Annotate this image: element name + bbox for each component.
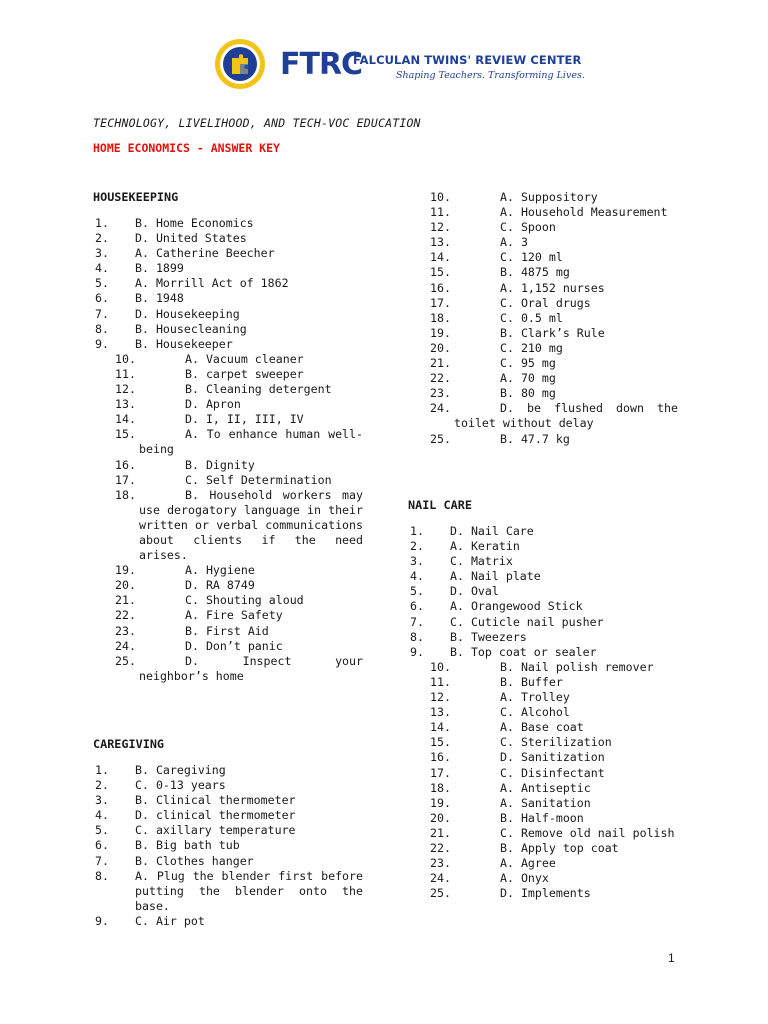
answer-text: B. 47.7 kg <box>500 431 570 446</box>
answer-text: A. Sanitation <box>500 795 591 810</box>
answer-item <box>93 322 363 337</box>
answer-item <box>408 645 678 660</box>
answer-text: A. Vacuum cleaner <box>185 351 304 366</box>
answer-item <box>408 886 678 901</box>
answer-item <box>408 235 678 250</box>
answer-number: 15. <box>430 735 451 750</box>
answer-item <box>93 291 363 306</box>
answer-number: 21. <box>430 356 451 371</box>
answer-number: 22. <box>430 371 451 386</box>
answer-text: D. I, II, III, IV <box>185 412 304 427</box>
ftrc-header-logo <box>214 38 594 90</box>
answer-item <box>408 524 678 539</box>
answer-number: 8. <box>95 868 109 883</box>
answer-number: 7. <box>95 306 109 321</box>
answer-item <box>408 386 678 401</box>
answer-number: 24. <box>430 871 451 886</box>
answer-text: C. 120 ml <box>500 250 563 265</box>
answer-number: 3. <box>95 246 109 261</box>
answer-item <box>93 763 363 778</box>
answer-item <box>93 458 363 473</box>
answer-text: A. Agree <box>500 856 556 871</box>
answer-item <box>93 869 363 914</box>
answer-item <box>408 690 678 705</box>
answer-text: C. Alcohol <box>500 705 570 720</box>
answer-number: 2. <box>95 778 109 793</box>
answer-text: A. Keratin <box>450 539 520 554</box>
answer-number: 11. <box>430 674 451 689</box>
answer-item <box>93 793 363 808</box>
answer-text: C. Oral drugs <box>500 295 591 310</box>
answer-text: A. To enhance human well-being <box>139 427 363 457</box>
answer-item <box>93 427 363 457</box>
answer-text: B. 80 mg <box>500 386 556 401</box>
answer-item <box>408 584 678 599</box>
answer-item <box>408 826 678 841</box>
answer-item <box>93 823 363 838</box>
answer-item <box>93 216 363 231</box>
answer-item <box>408 735 678 750</box>
answer-text: A. Suppository <box>500 190 598 204</box>
answer-number: 12. <box>115 382 136 397</box>
answer-number: 1. <box>95 763 109 777</box>
answer-item <box>93 352 363 367</box>
answer-item <box>408 569 678 584</box>
answer-text: A. Hygiene <box>185 563 255 578</box>
answer-item <box>408 356 678 371</box>
answer-item <box>93 914 363 929</box>
brand-acronym: FTRC <box>280 47 363 82</box>
answer-number: 7. <box>410 614 424 629</box>
answer-item <box>408 599 678 614</box>
answer-number: 4. <box>95 261 109 276</box>
answer-number: 20. <box>430 810 451 825</box>
answer-number: 21. <box>115 593 136 608</box>
answer-number: 5. <box>410 584 424 599</box>
answer-number: 3. <box>95 793 109 808</box>
answer-text: C. Air pot <box>135 913 205 928</box>
answer-number: 9. <box>410 644 424 659</box>
answer-item <box>93 246 363 261</box>
answer-text: B. Half-moon <box>500 810 584 825</box>
answer-text: B. Caregiving <box>135 763 226 777</box>
answer-text: C. 0.5 ml <box>500 310 563 325</box>
answer-number: 18. <box>430 780 451 795</box>
answer-item <box>93 578 363 593</box>
answer-number: 25. <box>430 886 451 901</box>
answer-number: 4. <box>95 808 109 823</box>
answer-number: 24. <box>115 638 136 653</box>
answer-text: D. Apron <box>185 397 241 412</box>
answer-number: 25. <box>430 431 451 446</box>
answer-text: B. Housecleaning <box>135 321 247 336</box>
answer-item <box>408 841 678 856</box>
answer-item <box>408 265 678 280</box>
nail-care-list <box>408 524 678 901</box>
brand-name: FALCULAN TWINS' REVIEW CENTER <box>353 53 582 67</box>
answer-text: A. Onyx <box>500 871 549 886</box>
answer-number: 16. <box>115 457 136 472</box>
answer-text: B. Clinical thermometer <box>135 793 296 808</box>
answer-item <box>93 639 363 654</box>
answer-number: 14. <box>430 720 451 735</box>
answer-item <box>408 539 678 554</box>
answer-text: B. Clothes hanger <box>135 853 254 868</box>
answer-text: B. carpet sweeper <box>185 366 304 381</box>
answer-item <box>408 615 678 630</box>
answer-item <box>93 397 363 412</box>
answer-text: C. Spoon <box>500 220 556 235</box>
answer-item <box>408 811 678 826</box>
answer-item <box>408 190 678 205</box>
answer-text: A. Base coat <box>500 720 584 735</box>
answer-item <box>93 276 363 291</box>
answer-number: 23. <box>430 386 451 401</box>
document-title: HOME ECONOMICS - ANSWER KEY <box>93 141 280 155</box>
answer-number: 1. <box>410 524 424 538</box>
answer-number: 20. <box>430 340 451 355</box>
answer-text: B. Household workers may use derogatory language in their written or verbal communications about clients if the need arises. <box>139 487 363 563</box>
answer-item <box>408 781 678 796</box>
caregiving-list-part-2 <box>408 190 678 447</box>
answer-item <box>408 205 678 220</box>
answer-text: D. clinical thermometer <box>135 808 296 823</box>
answer-text: C. Matrix <box>450 554 513 569</box>
answer-item <box>93 231 363 246</box>
answer-item <box>93 382 363 397</box>
answer-text: A. Household Measurement <box>500 205 668 220</box>
answer-text: C. Disinfectant <box>500 765 605 780</box>
answer-number: 12. <box>430 690 451 705</box>
answer-number: 25. <box>115 653 136 668</box>
answer-item <box>93 854 363 869</box>
answer-item <box>408 311 678 326</box>
answer-item <box>93 412 363 427</box>
answer-number: 11. <box>430 205 451 220</box>
answer-item <box>93 808 363 823</box>
answer-text: D. be flushed down the toilet without delay <box>454 401 678 431</box>
answer-item <box>408 371 678 386</box>
answer-item <box>408 630 678 645</box>
answer-text: C. 210 mg <box>500 340 563 355</box>
answer-number: 23. <box>115 623 136 638</box>
answer-item <box>93 563 363 578</box>
answer-text: D. United States <box>135 231 247 246</box>
answer-text: B. Buffer <box>500 674 563 689</box>
answer-number: 15. <box>115 427 136 442</box>
answer-text: B. Top coat or sealer <box>450 644 597 659</box>
answer-item <box>93 488 363 563</box>
answer-text: A. Morrill Act of 1862 <box>135 276 289 291</box>
answer-item <box>93 778 363 793</box>
answer-text: A. 70 mg <box>500 371 556 386</box>
answer-number: 1. <box>95 216 109 230</box>
answer-number: 16. <box>430 280 451 295</box>
answer-item <box>408 432 678 447</box>
answer-text: B. 4875 mg <box>500 265 570 280</box>
answer-text: C. Sterilization <box>500 735 612 750</box>
answer-text: D. Don’t panic <box>185 638 283 653</box>
answer-text: A. Catherine Beecher <box>135 246 275 261</box>
answer-item <box>408 766 678 781</box>
answer-number: 13. <box>430 235 451 250</box>
answer-text: D. Implements <box>500 886 591 901</box>
answer-text: C. axillary temperature <box>135 823 296 838</box>
answer-item <box>408 220 678 235</box>
answer-item <box>93 307 363 322</box>
answer-number: 22. <box>430 840 451 855</box>
answer-number: 18. <box>115 487 136 502</box>
answer-item <box>408 660 678 675</box>
answer-number: 18. <box>430 310 451 325</box>
answer-number: 17. <box>430 295 451 310</box>
section-title-nail-care: NAIL CARE <box>408 498 472 512</box>
answer-text: B. Dignity <box>185 457 255 472</box>
answer-number: 10. <box>430 659 451 674</box>
answer-text: B. 1948 <box>135 291 184 306</box>
answer-number: 9. <box>95 336 109 351</box>
answer-number: 12. <box>430 220 451 235</box>
answer-text: A. Plug the blender first before putting the blender onto the base. <box>135 868 363 913</box>
answer-text: D. RA 8749 <box>185 578 255 593</box>
answer-item <box>408 401 678 431</box>
answer-text: A. Antiseptic <box>500 780 591 795</box>
answer-text: A. Fire Safety <box>185 608 283 623</box>
answer-item <box>93 593 363 608</box>
answer-text: B. Tweezers <box>450 629 527 644</box>
answer-text: D. Nail Care <box>450 524 534 538</box>
answer-item <box>408 705 678 720</box>
answer-number: 9. <box>95 913 109 928</box>
answer-text: A. 1,152 nurses <box>500 280 605 295</box>
answer-text: B. Clark’s Rule <box>500 325 605 340</box>
answer-text: C. Self Determination <box>185 472 332 487</box>
answer-text: D. Inspect your neighbor’s home <box>139 653 363 683</box>
answer-number: 14. <box>430 250 451 265</box>
answer-number: 6. <box>95 291 109 306</box>
page-number: 1 <box>668 951 675 965</box>
answer-number: 7. <box>95 853 109 868</box>
caregiving-list-part-1 <box>93 763 363 929</box>
answer-text: C. 95 mg <box>500 356 556 371</box>
answer-item <box>93 367 363 382</box>
answer-text: C. Shouting aloud <box>185 593 304 608</box>
subject-heading: TECHNOLOGY, LIVELIHOOD, AND TECH-VOC EDUCATION <box>93 116 421 130</box>
answer-item <box>408 554 678 569</box>
answer-item <box>93 624 363 639</box>
answer-number: 22. <box>115 608 136 623</box>
answer-text: D. Sanitization <box>500 750 605 765</box>
answer-number: 19. <box>115 563 136 578</box>
answer-text: B. Apply top coat <box>500 840 619 855</box>
answer-item <box>408 326 678 341</box>
answer-text: C. Remove old nail polish <box>500 825 675 840</box>
answer-item <box>408 720 678 735</box>
answer-number: 5. <box>95 276 109 291</box>
answer-number: 6. <box>410 599 424 614</box>
answer-number: 15. <box>430 265 451 280</box>
answer-number: 13. <box>430 705 451 720</box>
answer-item <box>408 796 678 811</box>
answer-number: 17. <box>115 472 136 487</box>
answer-text: A. Orangewood Stick <box>450 599 583 614</box>
answer-number: 14. <box>115 412 136 427</box>
housekeeping-list <box>93 216 363 684</box>
answer-number: 5. <box>95 823 109 838</box>
answer-item <box>93 473 363 488</box>
answer-number: 13. <box>115 397 136 412</box>
section-title-housekeeping: HOUSEKEEPING <box>93 190 179 204</box>
answer-item <box>408 281 678 296</box>
answer-text: B. Home Economics <box>135 216 254 230</box>
answer-text: D. Oval <box>450 584 499 599</box>
answer-number: 19. <box>430 795 451 810</box>
answer-number: 20. <box>115 578 136 593</box>
answer-text: C. 0-13 years <box>135 778 226 793</box>
answer-number: 19. <box>430 325 451 340</box>
answer-number: 2. <box>95 231 109 246</box>
answer-text: A. Nail plate <box>450 569 541 584</box>
answer-item <box>408 871 678 886</box>
answer-item <box>408 750 678 765</box>
answer-number: 6. <box>95 838 109 853</box>
answer-item <box>93 261 363 276</box>
answer-number: 2. <box>410 539 424 554</box>
answer-text: B. Housekeeper <box>135 336 233 351</box>
answer-number: 23. <box>430 856 451 871</box>
answer-number: 24. <box>430 401 451 416</box>
brand-tagline: Shaping Teachers. Transforming Lives. <box>396 70 585 81</box>
answer-number: 17. <box>430 765 451 780</box>
answer-text: B. First Aid <box>185 623 269 638</box>
answer-number: 3. <box>410 554 424 569</box>
answer-item <box>408 341 678 356</box>
answer-number: 11. <box>115 366 136 381</box>
answer-item <box>93 654 363 684</box>
answer-item <box>408 250 678 265</box>
answer-number: 21. <box>430 825 451 840</box>
answer-text: A. Trolley <box>500 690 570 705</box>
answer-number: 16. <box>430 750 451 765</box>
answer-item <box>93 838 363 853</box>
answer-text: D. Housekeeping <box>135 306 240 321</box>
answer-number: 8. <box>95 321 109 336</box>
answer-text: A. 3 <box>500 235 528 250</box>
answer-item <box>408 675 678 690</box>
answer-number: 4. <box>410 569 424 584</box>
answer-item <box>93 608 363 623</box>
answer-text: B. Cleaning detergent <box>185 382 332 397</box>
answer-text: B. Nail polish remover <box>500 659 654 674</box>
answer-text: C. Cuticle nail pusher <box>450 614 604 629</box>
ftrc-seal-icon <box>214 38 266 90</box>
answer-text: B. 1899 <box>135 261 184 276</box>
answer-item <box>93 337 363 352</box>
section-title-caregiving: CAREGIVING <box>93 737 165 751</box>
answer-number: 10. <box>115 351 136 366</box>
answer-number: 8. <box>410 629 424 644</box>
answer-text: B. Big bath tub <box>135 838 240 853</box>
answer-item <box>408 296 678 311</box>
answer-item <box>408 856 678 871</box>
answer-number: 10. <box>430 190 451 204</box>
